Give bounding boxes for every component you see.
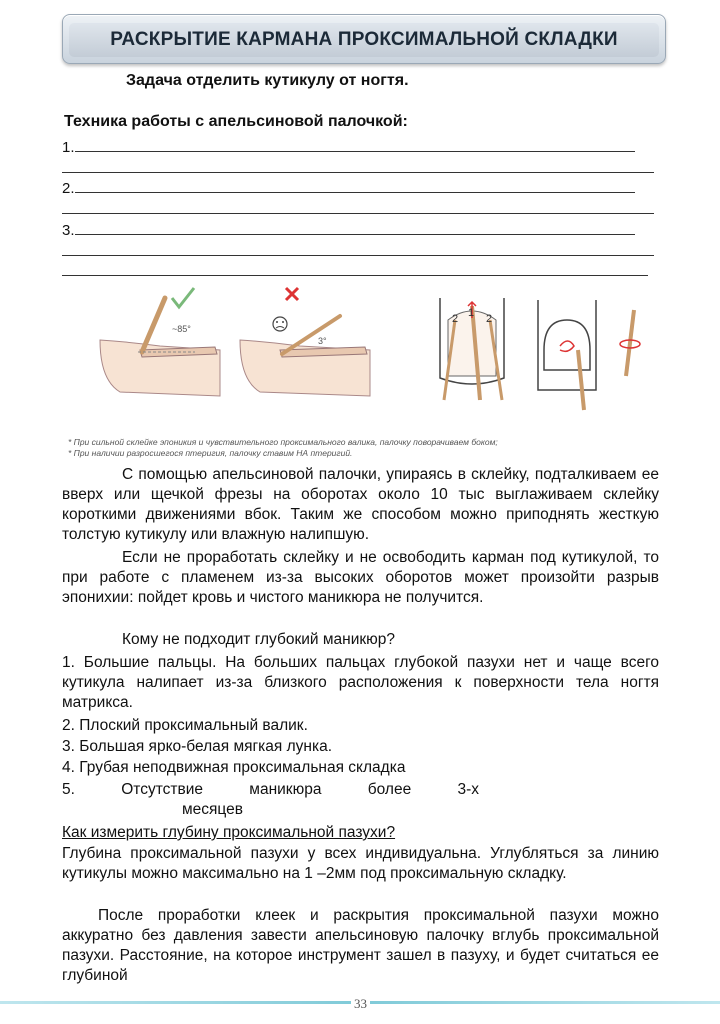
line-number-2: 2. — [62, 180, 75, 197]
sad-face-icon — [273, 317, 287, 331]
blank-line — [62, 241, 658, 261]
arrow-label-mid: 1 — [468, 307, 475, 319]
nail-rotation-drawing — [538, 300, 596, 410]
technique-heading: Техника работы с апельсиновой палочкой: — [64, 113, 408, 130]
checkmark-icon — [172, 288, 194, 307]
task-heading: Задача отделить кутикулу от ногтя. — [126, 72, 409, 89]
blank-line-3 — [62, 220, 658, 240]
list-item-3: 3. Большая ярко-белая мягкая лунка. — [62, 738, 333, 755]
list-item-5-continued: месяцев — [182, 801, 243, 818]
rotating-stick-icon — [620, 310, 640, 376]
arrow-label-right: 2 — [486, 313, 493, 325]
line-number-3: 3. — [62, 222, 75, 239]
caption-2: * При наличии разросшегося птеригия, палочку ставим НА птеригий. — [68, 448, 353, 458]
question-2: Как измерить глубину проксимальной пазухи? — [62, 824, 396, 841]
close-icon — [286, 288, 298, 300]
caption-1: * При сильной склейке эпоникия и чувствительного проксимального валика, палочку поворачиваем боком; — [68, 437, 498, 447]
angle-ok-label: ~85° — [172, 324, 191, 334]
blank-line — [62, 199, 658, 219]
finger-wrong-drawing — [240, 316, 370, 396]
paragraph-2: Если не проработать склейку и не освободить карман под кутикулой, то при работе с пламенем из-за высоких оборотов может произойти разрыв эпонихии: пойдет кровь и чистого маникюра не получится. — [62, 549, 659, 606]
paragraph-3: Глубина проксимальной пазухи у всех индивидуальна. Углубляться за линию кутикулы можно максимально на 1 –2мм под проксимальную складку. — [62, 845, 659, 882]
angle-bad-label: 3° — [318, 336, 327, 346]
blank-line — [62, 261, 658, 281]
line-number-1: 1. — [62, 139, 75, 156]
page-number: 33 — [351, 996, 370, 1012]
blank-line-2 — [62, 178, 658, 198]
list-item-4: 4. Грубая неподвижная проксимальная складка — [62, 759, 406, 776]
paragraph-1: С помощью апельсиновой палочки, упираясь в склейку, подталкиваем ее вверх или щечкой фрезы на оборотах около 10 тыс выглаживаем склейку короткими движениями вбок. Таким же способом можно приподнять жесткую толстую кутикулу или влажную налипшую. — [62, 466, 659, 543]
list-item-2: 2. Плоский проксимальный валик. — [62, 717, 308, 734]
list-item-5: 5. Отсутствие маникюра более 3-х — [62, 781, 480, 798]
blank-line-1 — [62, 137, 658, 157]
paragraph-4: После проработки клеек и раскрытия проксимальной пазухи можно аккуратно без давления завести апельсиновую палочку вглубь проксимальной пазухи. Расстояние, на которое инструмент зашел в пазуху, и будет считаться ее глубиной — [62, 907, 659, 984]
blank-line — [62, 158, 658, 178]
question-1: Кому не подходит глубокий маникюр? — [122, 631, 396, 648]
header-banner — [62, 14, 666, 64]
arrow-label-left: 2 — [452, 313, 459, 325]
finger-correct-drawing — [100, 298, 220, 396]
list-item-1: 1. Большие пальцы. На больших пальцах глубокой пазухи нет и чаще всего кутикула налипает из-за близкого расположения к поверхности тела ногтя матрикса. — [62, 654, 659, 711]
page-title: РАСКРЫТИЕ КАРМАНА ПРОКСИМАЛЬНОЙ СКЛАДКИ — [110, 29, 618, 50]
